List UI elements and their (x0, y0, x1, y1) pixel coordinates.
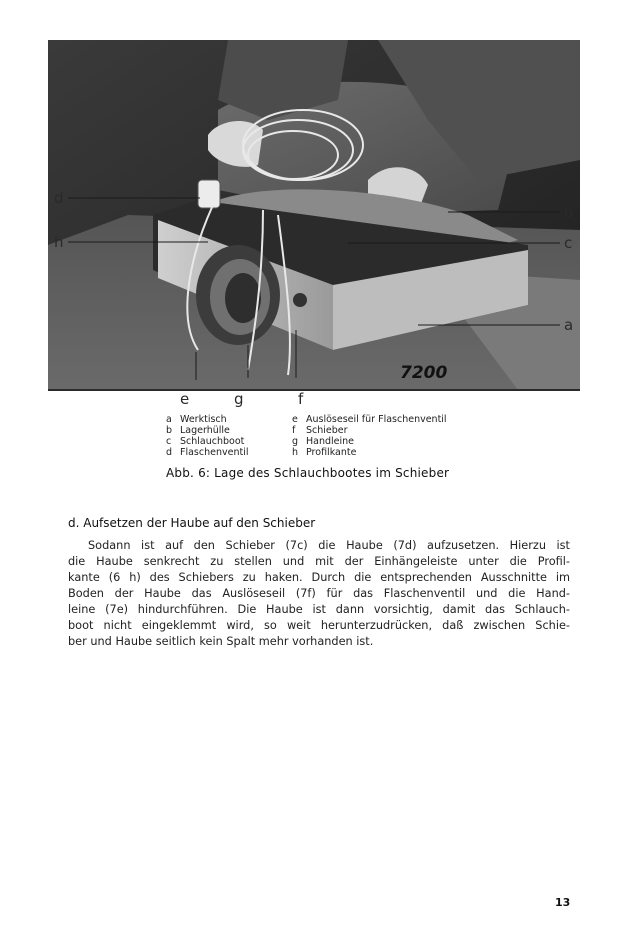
photo-label-a: a (564, 316, 574, 334)
paragraph-line: die Haube senkrecht zu stellen und mit der Einhängeleiste unter die Profil- (68, 555, 570, 568)
photo-label-b: b (564, 203, 574, 221)
boat-in-slider-photo (48, 40, 580, 450)
legend-item: e Auslöseseil für Flaschenventil (292, 414, 447, 425)
photo-label-f: f (298, 390, 304, 408)
legend-item: g Handleine (292, 436, 355, 447)
legend-item: a Werktisch (166, 414, 227, 425)
photo-label-e: e (180, 390, 190, 408)
paragraph-line: leine (7e) hindurchführen. Die Haube ist dann vorsichtig, damit das Schlauch- (68, 603, 570, 616)
photo-label-h: h (54, 233, 64, 251)
page-number: 13 (555, 896, 571, 909)
section-heading: d. Aufsetzen der Haube auf den Schieber (68, 516, 316, 530)
photo-label-c: c (564, 234, 573, 252)
figure-photo (48, 40, 580, 450)
legend-item: f Schieber (292, 425, 348, 436)
paragraph-line: boot nicht eingeklemmt wird, so weit herunterzudrücken, daß zwischen Schie- (68, 619, 570, 632)
paragraph-line: kante (6 h) des Schiebers zu haken. Durch die entsprechenden Ausschnitte im (68, 571, 570, 584)
legend-item: b Lagerhülle (166, 425, 230, 436)
photo-label-d: d (54, 189, 64, 207)
figure-caption: Abb. 6: Lage des Schlauchbootes im Schieber (166, 466, 450, 480)
paragraph-line: Boden der Haube das Auslöseseil (7f) für das Flaschenventil und die Hand- (68, 587, 570, 600)
paragraph-line: Sodann ist auf den Schieber (7c) die Haube (7d) aufzusetzen. Hierzu ist (88, 539, 570, 552)
paragraph-line: ber und Haube seitlich kein Spalt mehr vorhanden ist. (68, 635, 374, 648)
legend-item: h Profilkante (292, 447, 357, 458)
photo-number: 7200 (400, 363, 448, 383)
body-paragraph (68, 538, 570, 650)
photo-label-g: g (234, 390, 244, 408)
legend-item: c Schlauchboot (166, 436, 245, 447)
legend-item: d Flaschenventil (166, 447, 249, 458)
